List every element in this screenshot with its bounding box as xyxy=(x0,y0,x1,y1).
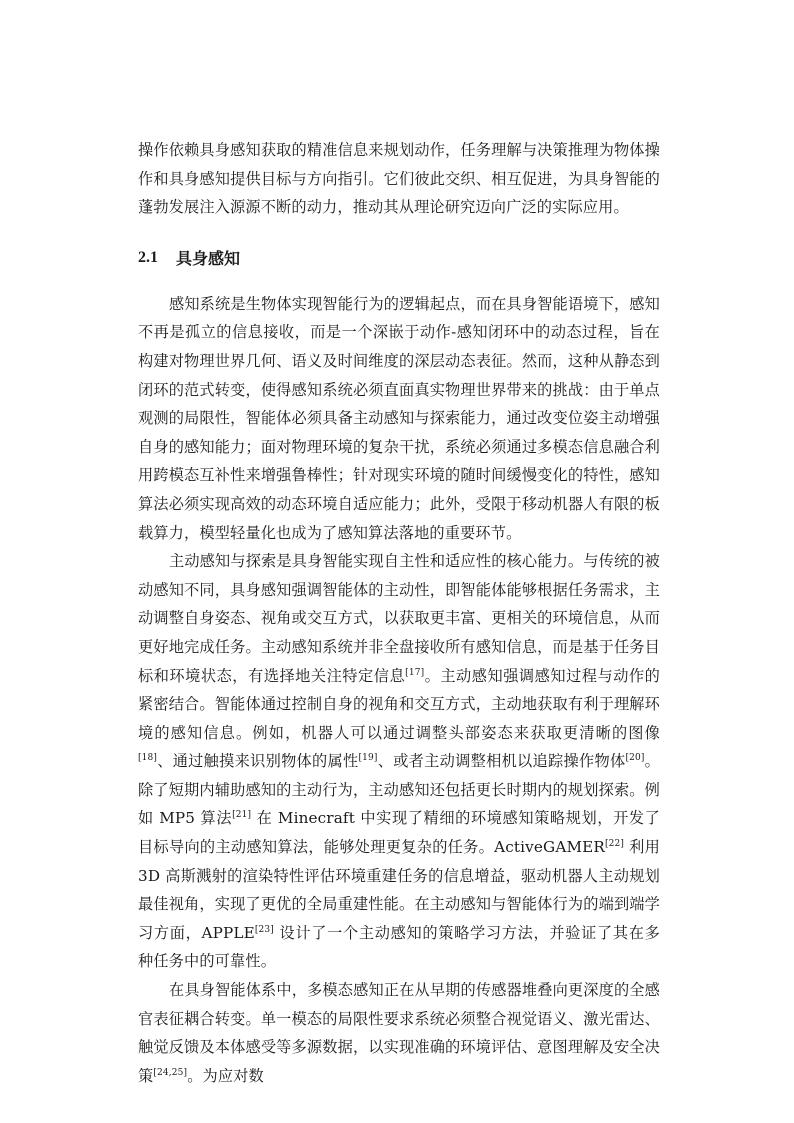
citation: [23] xyxy=(254,924,274,935)
text-run: 。主动感知强调感知过程与动作的紧密结合。智能体通过控制自身的视角和交互方式，主动地获取有利于理解环境的感知信息。例如，机器人可以通过调整头部姿态来获取更清晰的图像 xyxy=(138,666,660,742)
text-run: 、或者主动调整相机以追踪操作物体 xyxy=(377,752,626,771)
citation: [20] xyxy=(625,753,645,764)
text-run: 在 Minecraft 中实现了精细的环境感知策略规划，开发了目标导向的主动感知算法，能够处理更复杂的任务。ActiveGAMER xyxy=(138,809,660,857)
section-number: 2.1 xyxy=(138,248,158,266)
text-run: 主动感知与探索是具身智能实现自主性和适应性的核心能力。与传统的被动感知不同，具身感知强调智能体的主动性，即智能体能够根据任务需求，主动调整自身姿态、视角或交互方式，以获取更丰富、更相关的环境信息，从而更好地完成任务。主动感知系统并非全盘接收所有感知信息，而是基于任务目标和环境状态，有选择地关注特定信息 xyxy=(138,552,660,685)
document-page xyxy=(138,136,660,1090)
paragraph-multimodal-perception xyxy=(138,976,660,1090)
citation: [19] xyxy=(358,753,378,764)
text-run: 。为应对数 xyxy=(187,1066,264,1085)
citation: [22] xyxy=(604,839,625,850)
section-title: 具身感知 xyxy=(176,249,241,269)
citation: [17] xyxy=(405,667,425,678)
citation: [21] xyxy=(232,810,252,821)
intro-paragraph: 操作依赖具身感知获取的精准信息来规划动作，任务理解与决策推理为物体操作和具身感知提供目标与方向指引。它们彼此交织、相互促进，为具身智能的蓬勃发展注入源源不断的动力，推动其从理论研究迈向广泛的实际应用。 xyxy=(138,141,660,217)
section-heading xyxy=(138,228,660,288)
text-run: 。除了短期内辅助感知的主动行为，主动感知还包括更长时期内的规划探索。例如 MP5 算法 xyxy=(138,752,660,828)
citation: [18] xyxy=(138,753,158,764)
citation: [24,25] xyxy=(153,1067,188,1078)
text-run: 设计了一个主动感知的策略学习方法，并验证了其在多种任务中的可靠性。 xyxy=(138,923,660,971)
paragraph-perception-overview: 感知系统是生物体实现智能行为的逻辑起点，而在具身智能语境下，感知不再是孤立的信息接收，而是一个深嵌于动作-感知闭环中的动态过程，旨在构建对物理世界几何、语义及时间维度的深层动态表征。然而，这种从静态到闭环的范式转变，使得感知系统必须直面真实物理世界带来的挑战：由于单点观测的局限性，智能体必须具备主动感知与探索能力，通过改变位姿主动增强自身的感知能力；面对物理环境的复杂干扰，系统必须通过多模态信息融合利用跨模态互补性来增强鲁棒性；针对现实环境的随时间缓慢变化的特性，感知算法必须实现高效的动态环境自适应能力；此外，受限于移动机器人有限的板载算力，模型轻量化也成为了感知算法落地的重要环节。 xyxy=(138,294,660,542)
text-run: 、通过触摸来识别物体的属性 xyxy=(157,752,359,771)
paragraph-active-perception xyxy=(138,547,660,976)
text-run: 利用 3D 高斯溅射的渲染特性评估环境重建任务的信息增益，驱动机器人主动规划最佳视角，实现了更优的全局重建性能。在主动感知与智能体行为的端到端学习方面，APPLE xyxy=(138,838,660,942)
text-run: 在具身智能体系中，多模态感知正在从早期的传感器堆叠向更深度的全感官表征耦合转变。单一模态的局限性要求系统必须整合视觉语义、激光雷达、触觉反馈及本体感受等多源数据，以实现准确的环境评估、意图理解及安全决策 xyxy=(138,981,660,1085)
